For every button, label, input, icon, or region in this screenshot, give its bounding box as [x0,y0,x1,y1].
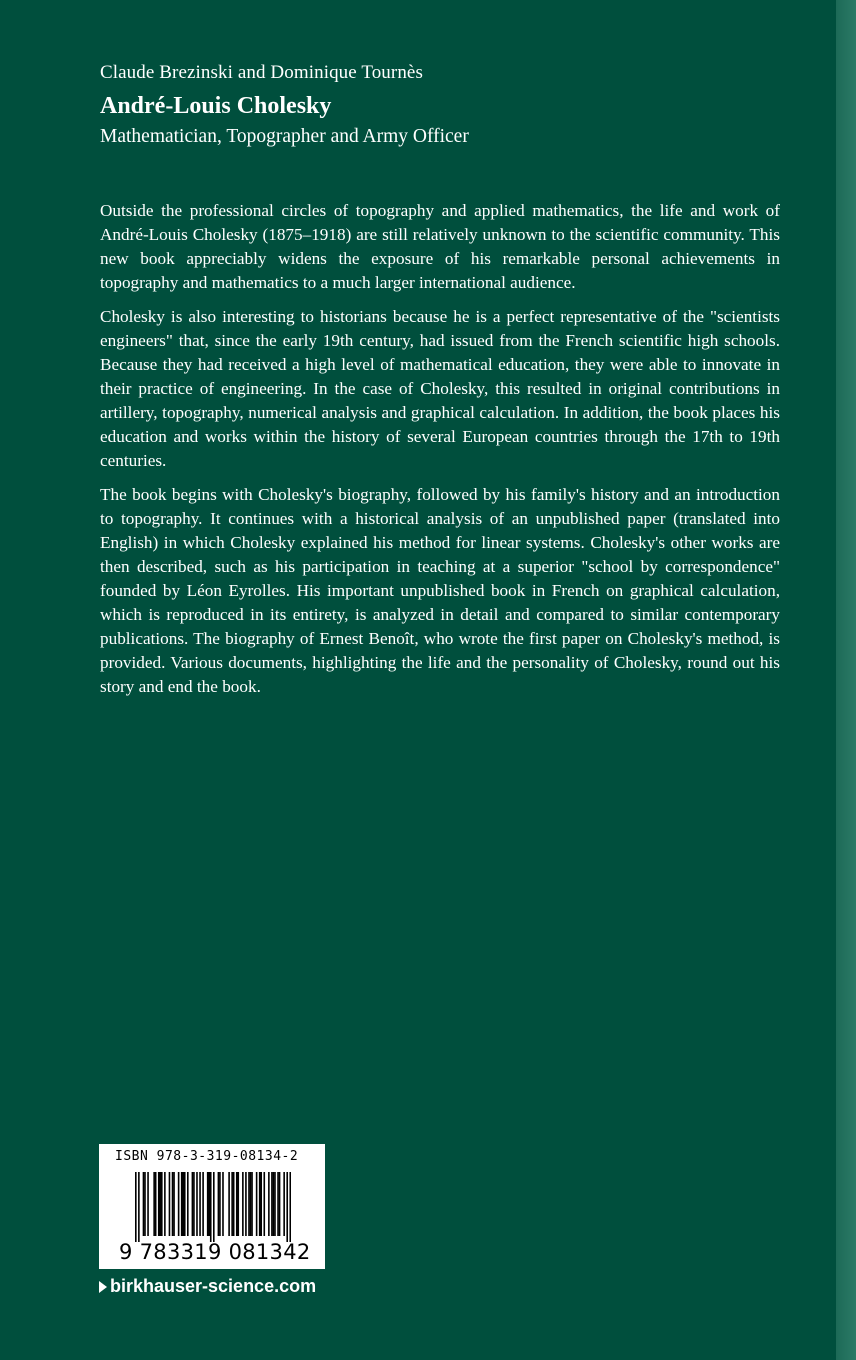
barcode-bar [273,1172,275,1236]
barcode-bar [277,1172,279,1236]
barcode-bar [187,1172,189,1236]
arrow-right-icon [99,1281,107,1293]
barcode-bar [279,1172,281,1236]
barcode-bar [231,1172,233,1236]
barcode-bar [248,1172,250,1236]
barcode-bar [161,1172,163,1236]
barcode-bar [202,1172,204,1236]
barcode-bar [228,1172,230,1236]
barcode-bar [222,1172,224,1236]
barcode-bar [268,1172,270,1236]
barcode-bar [199,1172,201,1236]
barcode-bars [135,1172,291,1242]
barcode-bar [219,1172,221,1236]
barcode-bar [135,1172,137,1242]
barcode-bar [147,1172,149,1236]
barcode-bar [213,1172,215,1242]
barcode-bar [181,1172,183,1236]
barcode-bar [250,1172,252,1236]
barcode-bar [169,1172,171,1236]
book-title: André-Louis Cholesky [100,93,332,119]
barcode-bar [233,1172,235,1236]
barcode-bar [208,1172,210,1236]
blurb-paragraph-1: Outside the professional circles of topography and applied mathematics, the life and work of André-Louis Cholesky (1875–1918) are still relatively unknown to the scientific community. This new book appreciably widens the exposure of his remarkable personal achievements in topography and mathematics to a much larger international audience. [100,201,780,292]
ean-digits: 9 783319 081342 [119,1240,311,1264]
barcode-bar [251,1172,253,1236]
barcode-bar [143,1172,145,1236]
barcode-bar [193,1172,195,1236]
barcode-bar [159,1172,161,1236]
barcode-bar [184,1172,186,1236]
authors: Claude Brezinski and Dominique Tournès [100,62,423,83]
barcode-bar [263,1172,265,1236]
publisher-website[interactable] [99,1276,316,1297]
barcode-bar [260,1172,262,1236]
barcode-bar [274,1172,276,1236]
website-label: birkhauser-science.com [110,1276,317,1296]
barcode-bar [236,1172,238,1236]
blurb [100,199,780,709]
barcode-bar [271,1172,273,1236]
barcode-bar [178,1172,180,1236]
barcode-bar [182,1172,184,1236]
barcode-bar [259,1172,261,1236]
barcode-bar [289,1172,291,1242]
barcode-bar [237,1172,239,1236]
barcode-bar [144,1172,146,1236]
barcode-bar [155,1172,157,1236]
barcode-bar [192,1172,194,1236]
blurb-paragraph-3: The book begins with Cholesky's biography, followed by his family's history and an introduction to topography. It continues with a historical analysis of an unpublished paper (translated into English) in which Cholesky explained his method for linear systems. Cholesky's other works are then described, such as his participation in teaching at a superior "school by correspondence" founded by Léon Eyrolles. His important unpublished book in French on graphical calculation, which is reproduced in its entirety, is analyzed in detail and compared to similar contemporary publications. The biography of Ernest Benoît, who wrote the first paper on Cholesky's method, is provided. Various documents, highlighting the life and the personality of Cholesky, round out his story and end the book. [100,485,780,696]
spine-edge [836,0,856,1360]
barcode-bar [196,1172,198,1236]
barcode-bar [172,1172,174,1236]
barcode-bar [138,1172,140,1242]
barcode-bar [210,1172,212,1242]
barcode-bar [283,1172,285,1236]
barcode-bar [286,1172,288,1242]
barcode-bar [173,1172,175,1236]
book-subtitle: Mathematician, Topographer and Army Officer [100,126,469,147]
barcode-bar [242,1172,244,1236]
barcode-bar [218,1172,220,1236]
barcode [99,1144,325,1269]
barcode-bar [164,1172,166,1236]
barcode-bar [158,1172,160,1236]
blurb-paragraph-2: Cholesky is also interesting to historians because he is a perfect representative of the "scientists engineers" that, since the early 19th century, had issued from the French scientific high schools. Because they had received a high level of mathematical education, they were able to innovate in their practice of engineering. In the case of Cholesky, this resulted in original contributions in artillery, topography, numerical analysis and graphical calculation. In addition, the book places his education and works within the history of several European countries through the 17th to 19th centuries. [100,307,780,470]
isbn-label: ISBN 978-3-319-08134-2 [115,1149,299,1164]
barcode-bar [245,1172,247,1236]
barcode-bar [207,1172,209,1236]
barcode-bar [153,1172,155,1236]
barcode-bar [256,1172,258,1236]
